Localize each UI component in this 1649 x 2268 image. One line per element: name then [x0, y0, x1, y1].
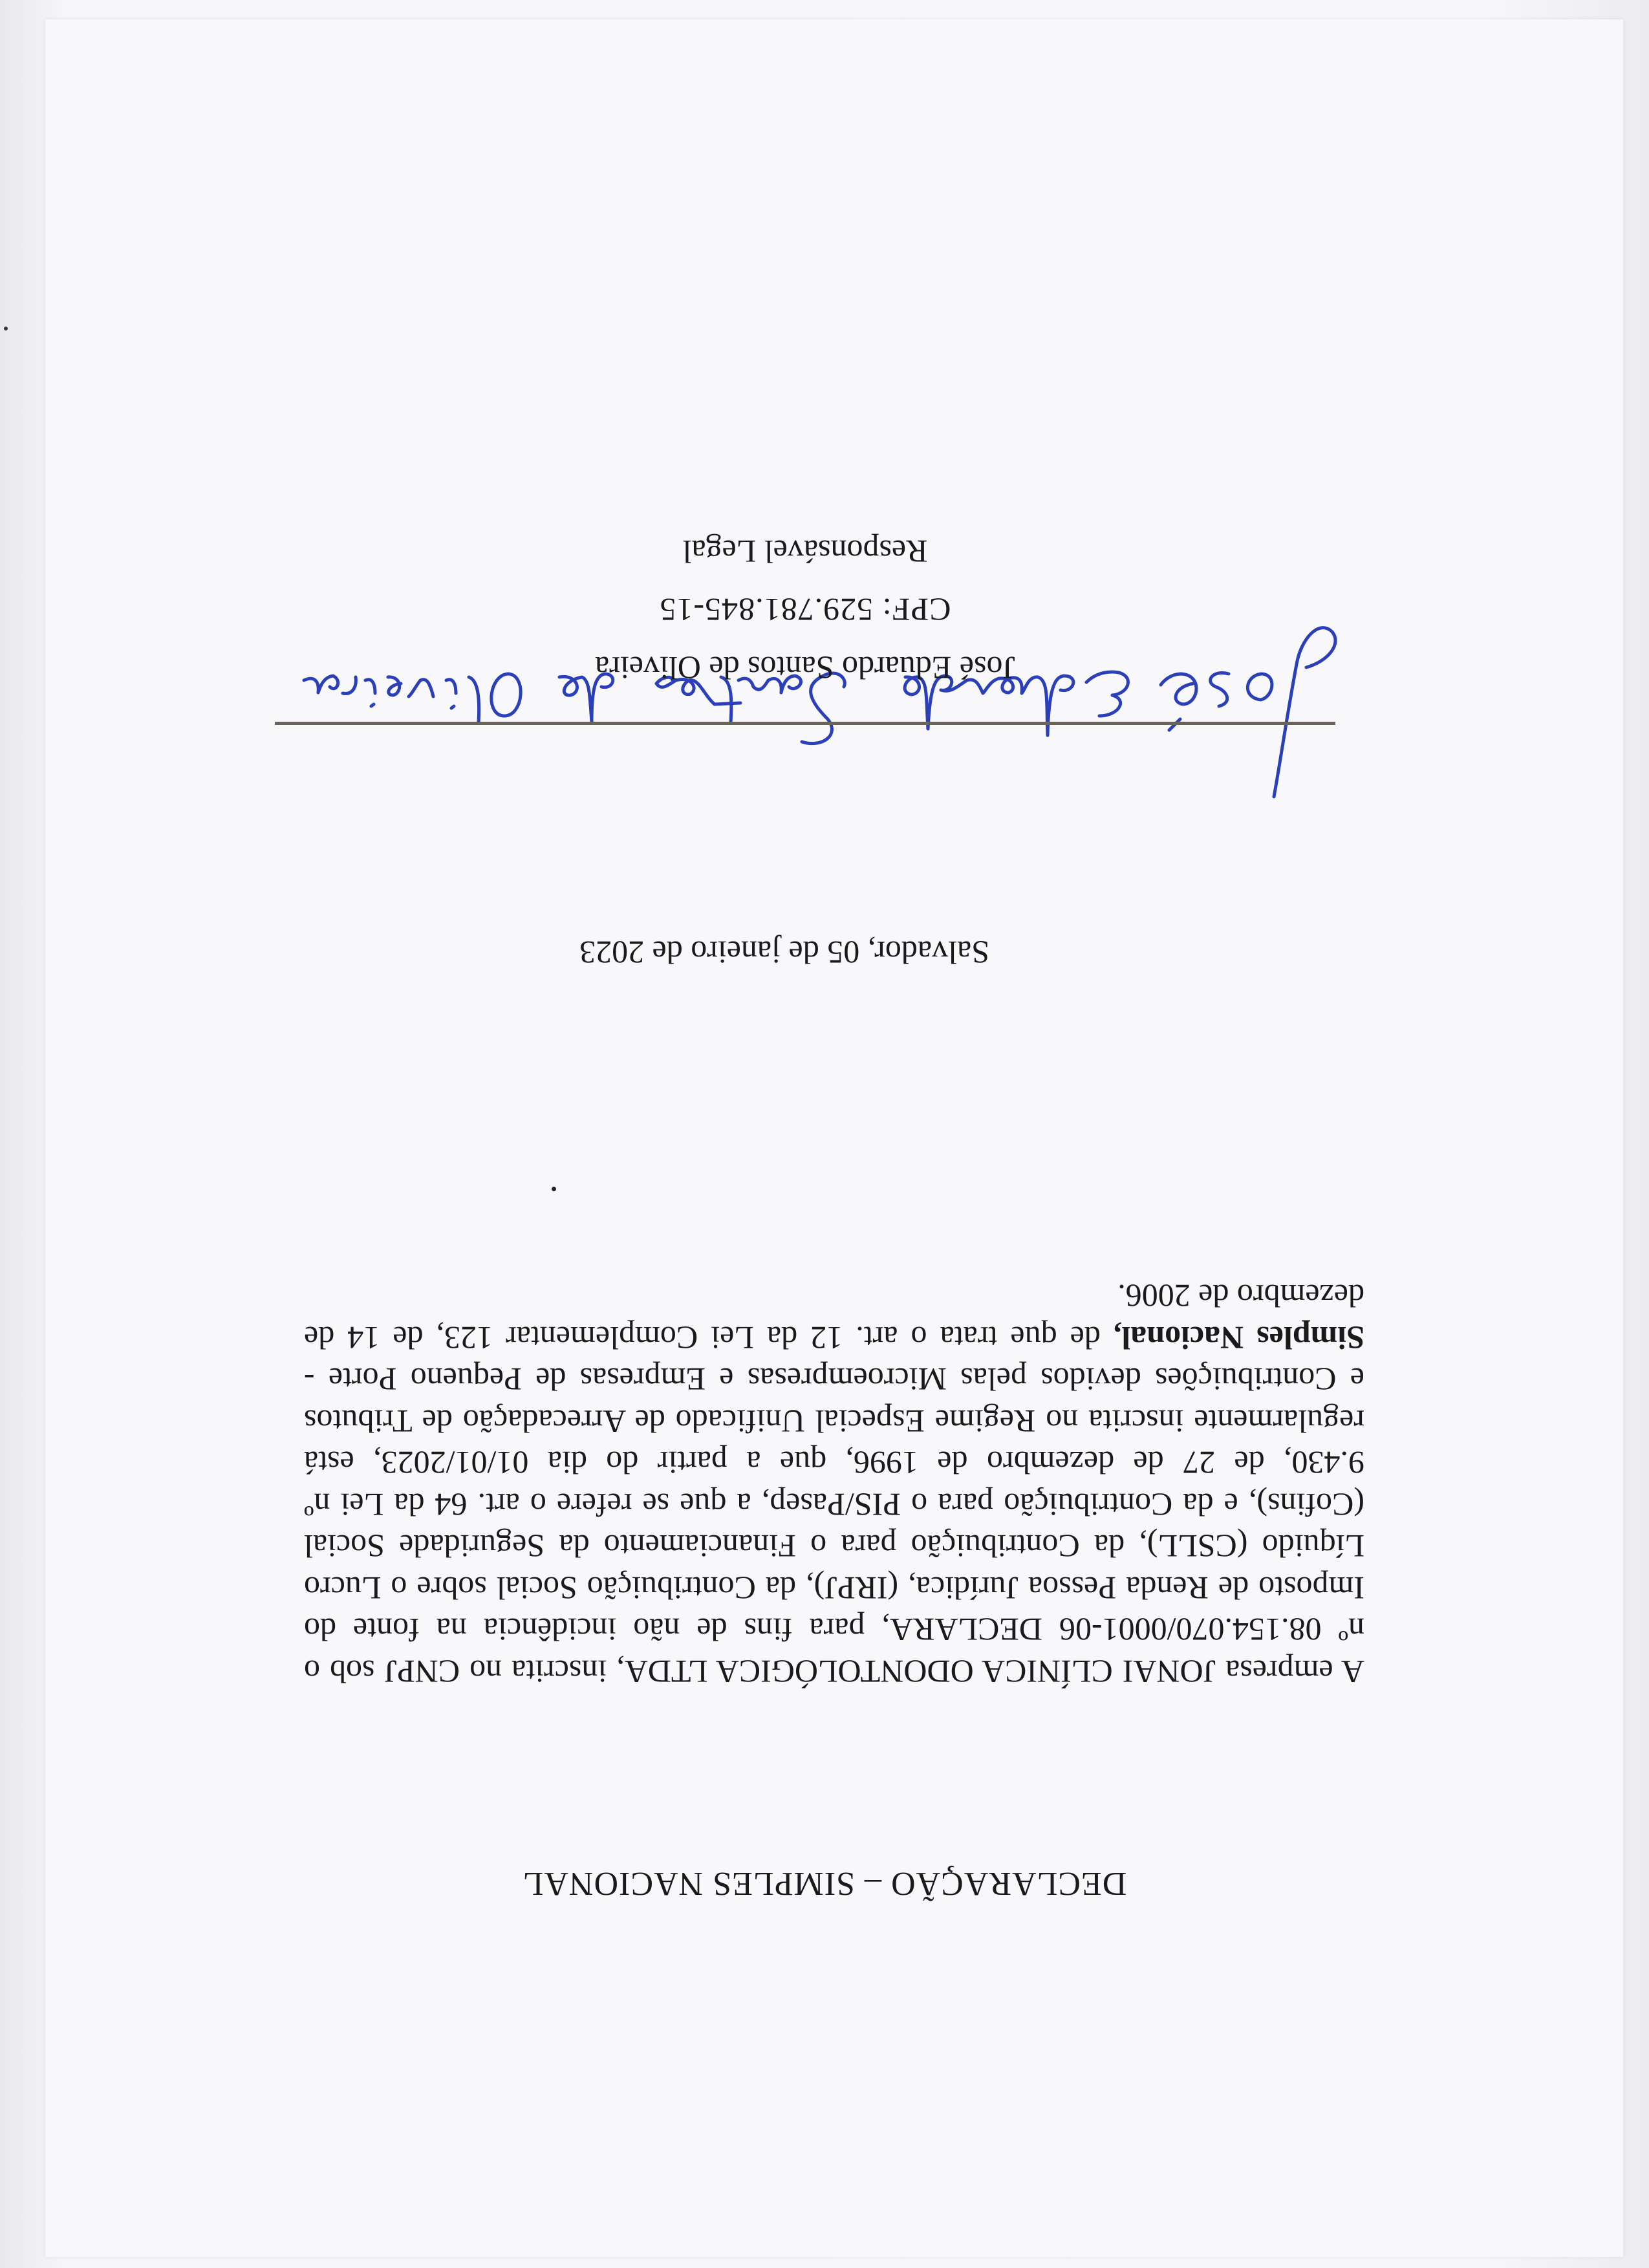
declaration-text-part1: A empresa JONAI CLÍNICA ODONTOLÓGICA LTDA, inscrita no CNPJ sob o nº 08.154.070/0001-06 DECLARA, para fins de não incidência na fonte do Imposto de Renda Pessoa Jurídica, (IRPJ), da Contribuição Social sobre o Lucro Líquido (CSLL), da Contribuição para o Financiamento da Seguridade Social (Cofins), e da Contribuição para o PIS/Pasep, a que se refere o art. 64 da Lei nº 9.430, de 27 de dezembro de 1996, que a partir do dia 01/01/2023, está regularmente inscrita no Regime Especial Unificado de Arrecadação de Tributos e Contribuições devidos pelas Microempresas e Empresas de Pequeno Porte -: [304, 1361, 1364, 1690]
place-date: Salvador, 05 de janeiro de 2023: [579, 934, 989, 971]
signer-cpf: CPF: 529.781.845-15: [659, 592, 951, 628]
signer-name: José Eduardo Santos de Oliveira: [595, 650, 1015, 686]
simples-nacional-bold: Simples Nacional,: [1113, 1320, 1364, 1356]
declaration-text: [304, 1275, 1364, 1692]
declaration-paragraph: [304, 1275, 1364, 1692]
stray-dot: [552, 1187, 556, 1191]
signer-role: Responsável Legal: [682, 534, 928, 570]
document-title: DECLARAÇÃO – SIMPLES NACIONAL: [522, 1865, 1127, 1902]
signature-line: [275, 722, 1335, 725]
declaration-text-part2: de que trata o art. 12 da Lei Complementar 123, de 14 de dezembro de 2006.: [304, 1278, 1364, 1356]
